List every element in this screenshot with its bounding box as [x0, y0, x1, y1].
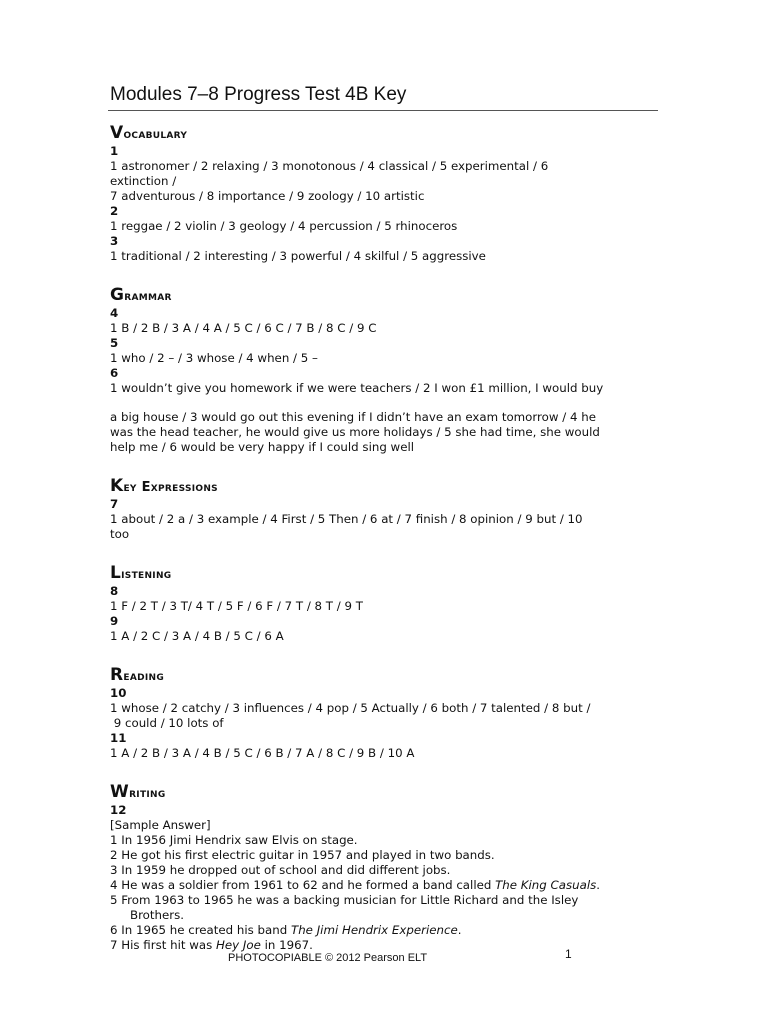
- answer-line: 7 adventurous / 8 importance / 9 zoology / 10 artistic: [110, 189, 425, 203]
- answer-text: .: [457, 923, 462, 937]
- question-number-1: 1: [110, 144, 119, 158]
- answer-line: 1 In 1956 Jimi Hendrix saw Elvis on stage.: [110, 833, 358, 847]
- question-number-4: 4: [110, 306, 119, 320]
- question-number-10: 10: [110, 686, 127, 700]
- question-number-8: 8: [110, 584, 119, 598]
- band-name: The Jimi Hendrix Experience: [291, 923, 458, 937]
- answer-text: 4 He was a soldier from 1961 to 62 and he formed a band called: [110, 878, 496, 892]
- answer-line: help me / 6 would be very happy if I could sing well: [110, 440, 415, 454]
- answer-line: 1 wouldn’t give you homework if we were teachers / 2 I won £1 million, I would buy: [110, 381, 604, 395]
- question-number-11: 11: [110, 731, 127, 745]
- question-number-12: 12: [110, 803, 127, 817]
- answer-line: 3 In 1959 he dropped out of school and did different jobs.: [110, 863, 451, 877]
- listening-section: [110, 564, 666, 644]
- answer-text: in 1967.: [260, 938, 313, 952]
- answer-line: [110, 938, 666, 953]
- answer-text: .: [596, 878, 601, 892]
- band-name: The King Casuals: [495, 878, 597, 892]
- key-expressions-heading: Key Expressions: [110, 476, 218, 496]
- answer-line: was the head teacher, he would give us more holidays / 5 she had time, she would: [110, 425, 600, 439]
- sample-answer-label: [Sample Answer]: [110, 818, 211, 832]
- key-expressions-section: [110, 477, 666, 542]
- question-number-2: 2: [110, 204, 119, 218]
- question-number-5: 5: [110, 336, 119, 350]
- answer-line: 1 astronomer / 2 relaxing / 3 monotonous / 4 classical / 5 experimental / 6: [110, 159, 549, 173]
- answer-line: 1 A / 2 C / 3 A / 4 B / 5 C / 6 A: [110, 629, 284, 643]
- answer-line: a big house / 3 would go out this evening if I didn’t have an exam tomorrow / 4 he: [110, 410, 596, 424]
- grammar-heading: Grammar: [110, 285, 172, 305]
- answer-line: 1 whose / 2 catchy / 3 influences / 4 pop / 5 Actually / 6 both / 7 talented / 8 but /: [110, 701, 591, 715]
- writing-heading: Writing: [110, 782, 166, 802]
- title-divider: [108, 110, 658, 111]
- answer-key-content: [110, 124, 666, 953]
- answer-line: 5 From 1963 to 1965 he was a backing musician for Little Richard and the Isley: [110, 893, 579, 907]
- song-title: Hey Joe: [216, 938, 261, 952]
- answer-line: 1 A / 2 B / 3 A / 4 B / 5 C / 6 B / 7 A / 8 C / 9 B / 10 A: [110, 746, 415, 760]
- question-number-6: 6: [110, 366, 119, 380]
- answer-line: 1 reggae / 2 violin / 3 geology / 4 percussion / 5 rhinoceros: [110, 219, 458, 233]
- listening-heading: Listening: [110, 563, 172, 583]
- answer-line: 1 about / 2 a / 3 example / 4 First / 5 Then / 6 at / 7 finish / 8 opinion / 9 but / 10: [110, 512, 583, 526]
- answer-line: 1 traditional / 2 interesting / 3 powerful / 4 skilful / 5 aggressive: [110, 249, 486, 263]
- grammar-section: [110, 286, 666, 455]
- writing-section: [110, 783, 666, 953]
- answer-line: [110, 878, 666, 893]
- answer-line: extinction /: [110, 174, 177, 188]
- reading-heading: Reading: [110, 665, 165, 685]
- page-number: 1: [565, 947, 572, 961]
- answer-line: 1 F / 2 T / 3 T/ 4 T / 5 F / 6 F / 7 T / 8 T / 9 T: [110, 599, 363, 613]
- page-title: Modules 7–8 Progress Test 4B Key: [110, 84, 407, 105]
- answer-line: [110, 923, 666, 938]
- question-number-9: 9: [110, 614, 119, 628]
- answer-text: 6 In 1965 he created his band: [110, 923, 291, 937]
- answer-text: 7 His first hit was: [110, 938, 217, 952]
- footer-copyright: PHOTOCOPIABLE © 2012 Pearson ELT: [228, 952, 428, 964]
- answer-line: too: [110, 527, 130, 541]
- reading-section: [110, 666, 666, 761]
- vocabulary-heading: Vocabulary: [110, 123, 188, 143]
- answer-line: 9 could / 10 lots of: [110, 716, 224, 730]
- answer-line: Brothers.: [130, 908, 185, 922]
- vocabulary-section: [110, 124, 666, 264]
- question-number-7: 7: [110, 497, 119, 511]
- answer-line: 1 who / 2 – / 3 whose / 4 when / 5 –: [110, 351, 318, 365]
- answer-line: 1 B / 2 B / 3 A / 4 A / 5 C / 6 C / 7 B / 8 C / 9 C: [110, 321, 377, 335]
- question-number-3: 3: [110, 234, 119, 248]
- answer-line: 2 He got his first electric guitar in 1957 and played in two bands.: [110, 848, 495, 862]
